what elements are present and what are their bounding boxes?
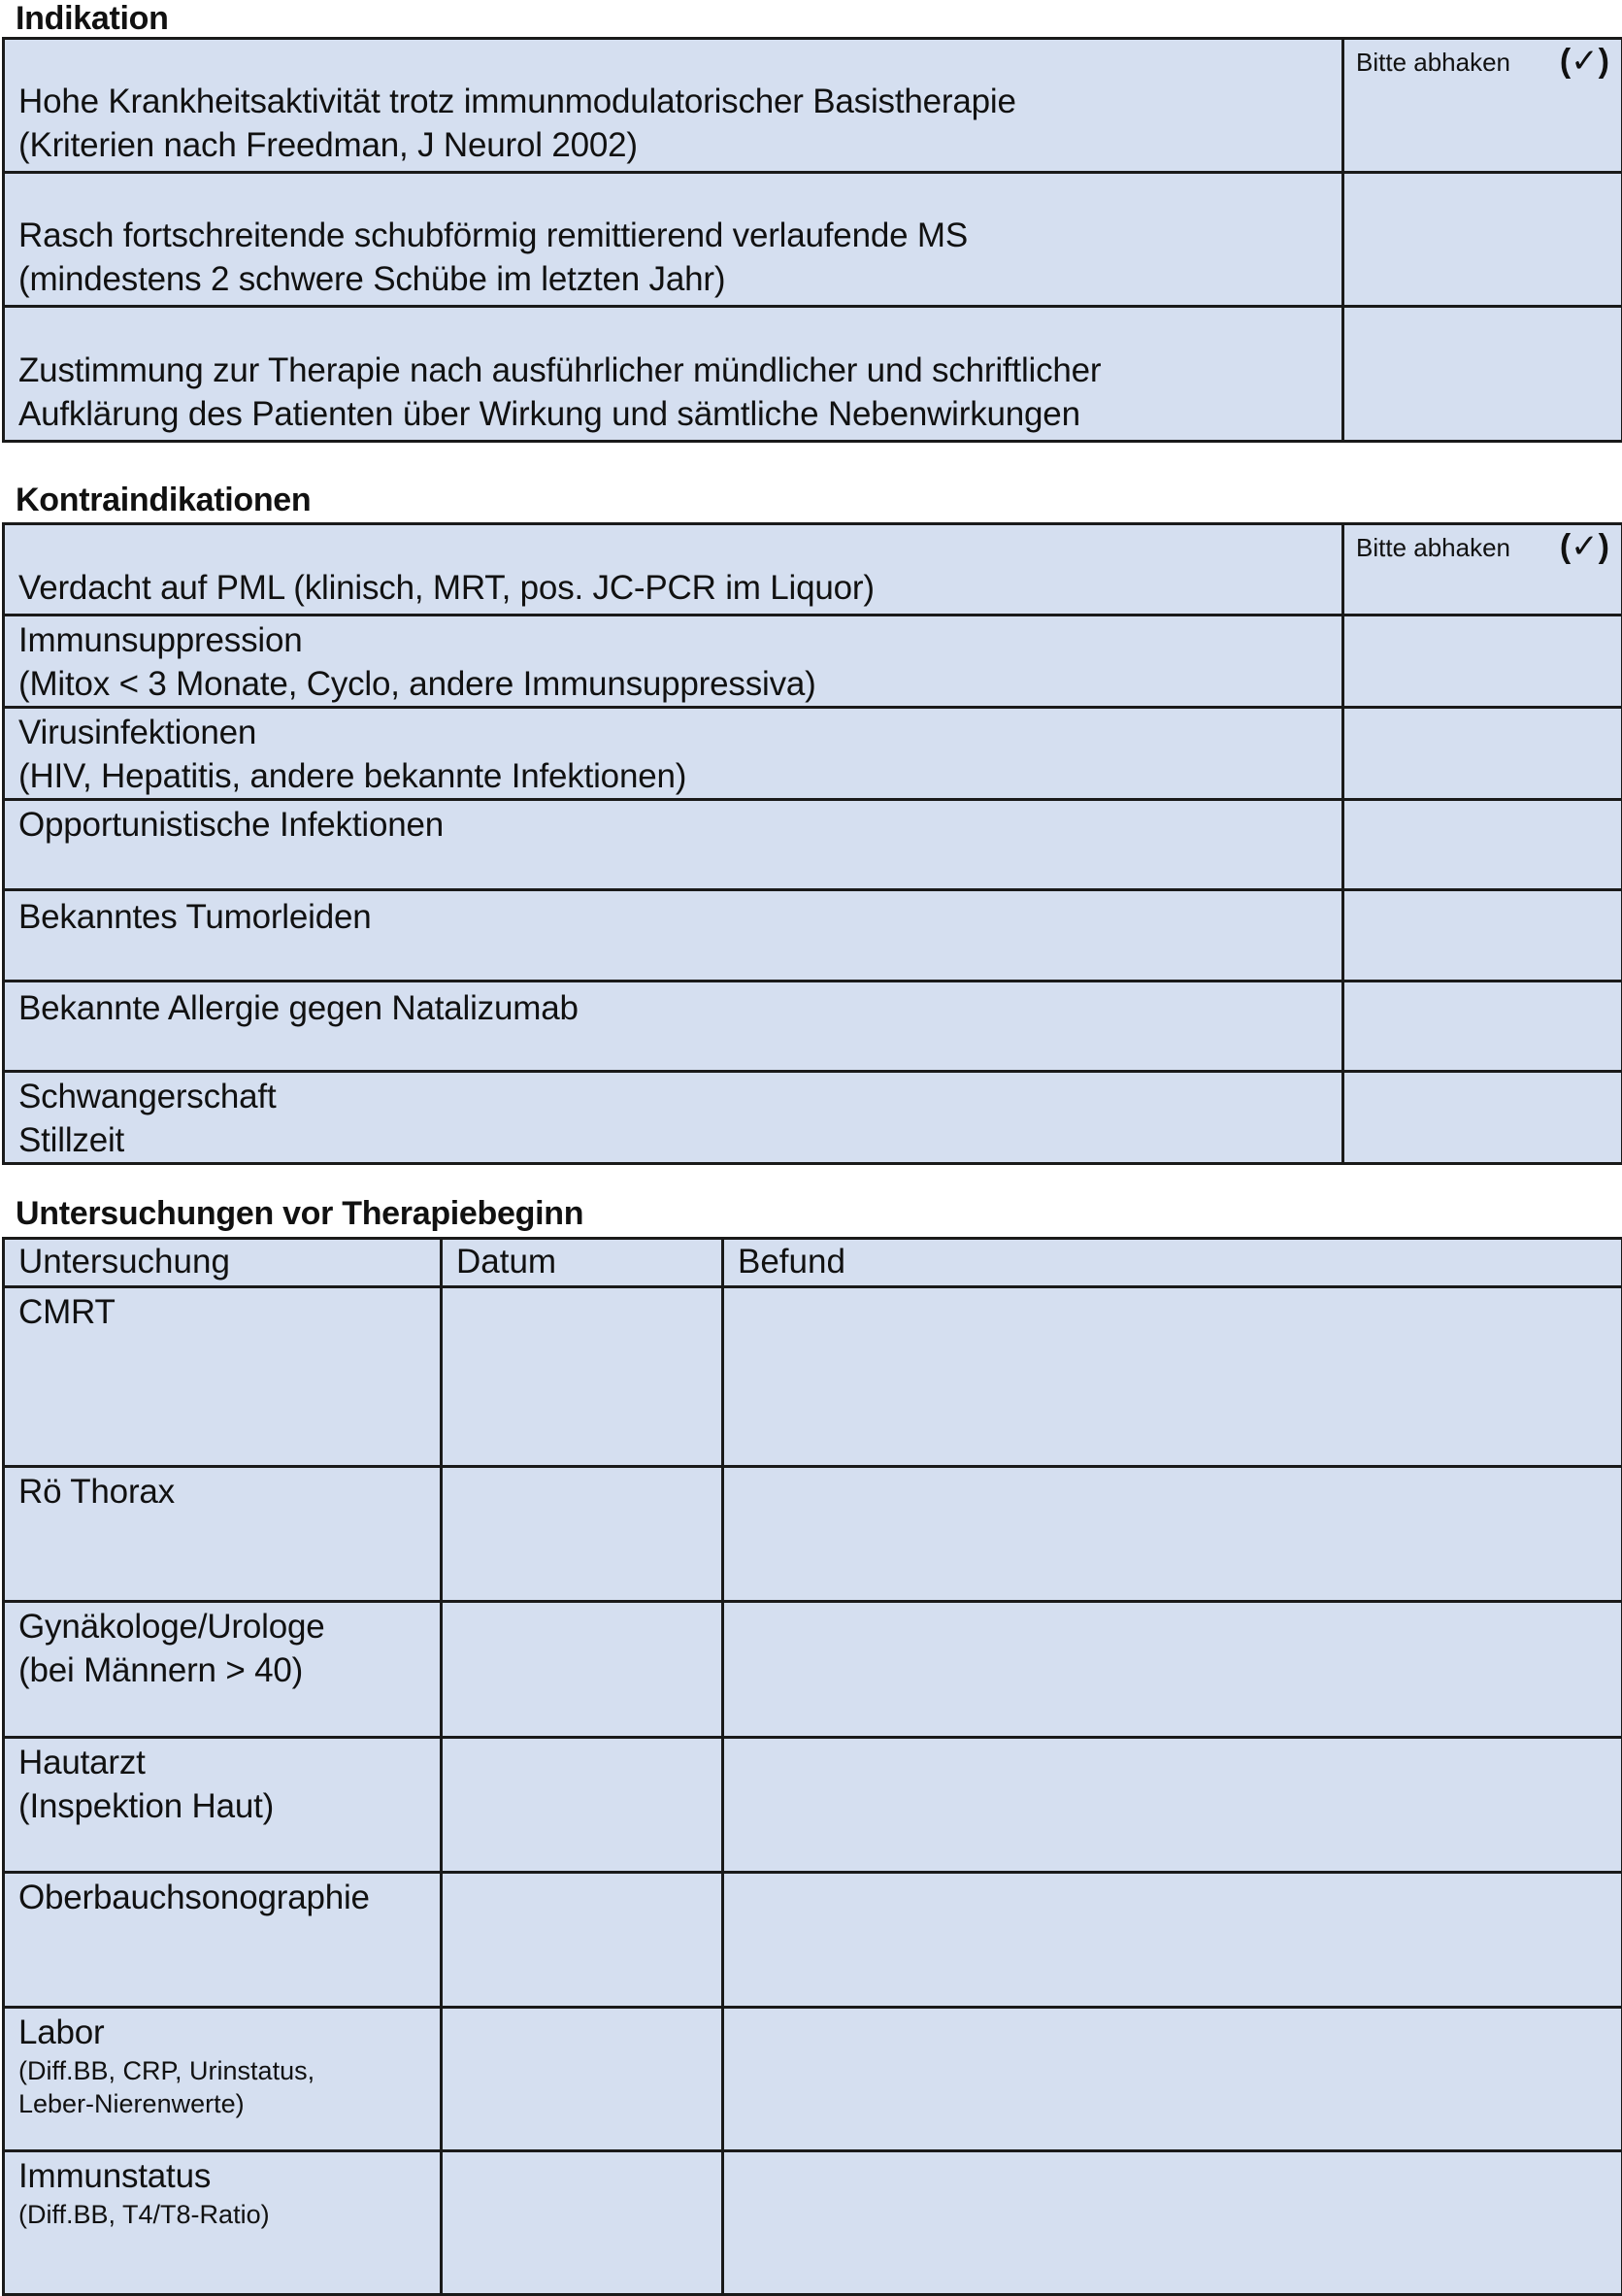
exam-row-6-small2: Leber-Nierenwerte) [18, 2087, 440, 2120]
table-header-row [4, 1239, 1622, 1287]
column-header-datum: Datum [442, 1239, 723, 1287]
checkmark-icon: (✓) [1560, 527, 1609, 566]
table-row [4, 173, 1622, 307]
exam-name-cell [4, 1287, 442, 1467]
table-row [4, 1602, 1622, 1738]
table-row [4, 982, 1622, 1072]
kontra-row-7-line1: Schwangerschaft [18, 1075, 1341, 1118]
indikation-table [2, 37, 1622, 443]
befund-cell-1[interactable] [723, 1287, 1622, 1467]
befund-cell-7[interactable] [723, 2151, 1622, 2295]
indikation-row-3-line2: Aufklärung des Patienten über Wirkung und sämtliche Nebenwirkungen [18, 392, 1341, 436]
kontra-text-cell [4, 890, 1343, 982]
exam-row-5-line1: Oberbauchsonographie [18, 1876, 440, 1919]
exam-name-cell [4, 2008, 442, 2151]
indikation-row-1-line2: (Kriterien nach Freedman, J Neurol 2002) [18, 123, 1341, 167]
table-row [4, 616, 1622, 708]
column-header-untersuchung: Untersuchung [4, 1239, 442, 1287]
kontra-text-cell [4, 616, 1343, 708]
table-row [4, 524, 1622, 616]
kontra-check-cell-6[interactable] [1343, 982, 1622, 1072]
table-row [4, 307, 1622, 442]
datum-cell-7[interactable] [442, 2151, 723, 2295]
kontra-row-1-line1: Verdacht auf PML (klinisch, MRT, pos. JC-PCR im Liquor) [18, 566, 1341, 610]
kontra-check-cell-2[interactable] [1343, 616, 1622, 708]
exam-row-1-line1: CMRT [18, 1290, 440, 1334]
table-row [4, 1287, 1622, 1467]
befund-cell-6[interactable] [723, 2008, 1622, 2151]
indikation-check-cell-3[interactable] [1343, 307, 1622, 442]
befund-cell-4[interactable] [723, 1738, 1622, 1873]
indikation-row-2-line2: (mindestens 2 schwere Schübe im letzten Jahr) [18, 257, 1341, 301]
exam-row-3-line1: Gynäkologe/Urologe [18, 1605, 440, 1648]
table-row [4, 708, 1622, 800]
kontra-text-cell [4, 982, 1343, 1072]
table-row [4, 1467, 1622, 1602]
column-header-befund: Befund [723, 1239, 1622, 1287]
exam-row-4-line2: (Inspektion Haut) [18, 1784, 440, 1828]
kontra-row-3-line2: (HIV, Hepatitis, andere bekannte Infektionen) [18, 754, 1341, 798]
kontra-check-cell-1[interactable] [1343, 524, 1622, 616]
exam-row-7-line1: Immunstatus [18, 2154, 440, 2198]
exam-row-2-line1: Rö Thorax [18, 1470, 440, 1514]
table-row [4, 1873, 1622, 2008]
kontra-row-6-line1: Bekannte Allergie gegen Natalizumab [18, 986, 1341, 1030]
check-header [1356, 48, 1609, 78]
check-label: Bitte abhaken [1356, 48, 1510, 77]
exam-name-cell [4, 1467, 442, 1602]
datum-cell-2[interactable] [442, 1467, 723, 1602]
exam-name-cell [4, 1873, 442, 2008]
section-heading-kontraindikationen: Kontraindikationen [16, 483, 311, 516]
indikation-check-cell-1[interactable] [1343, 39, 1622, 173]
indikation-text-cell [4, 39, 1343, 173]
kontra-row-4-line1: Opportunistische Infektionen [18, 803, 1341, 847]
section-heading-untersuchungen: Untersuchungen vor Therapiebeginn [16, 1197, 583, 1230]
kontra-row-2-line1: Immunsuppression [18, 618, 1341, 662]
kontra-text-cell [4, 800, 1343, 890]
datum-cell-5[interactable] [442, 1873, 723, 2008]
exam-row-6-line1: Labor [18, 2011, 440, 2054]
check-label: Bitte abhaken [1356, 533, 1510, 562]
exam-name-cell [4, 1602, 442, 1738]
table-row [4, 800, 1622, 890]
datum-cell-3[interactable] [442, 1602, 723, 1738]
kontra-text-cell [4, 1072, 1343, 1164]
exam-row-7-small1: (Diff.BB, T4/T8-Ratio) [18, 2198, 440, 2231]
table-row [4, 1738, 1622, 1873]
datum-cell-6[interactable] [442, 2008, 723, 2151]
table-row [4, 2151, 1622, 2295]
kontra-check-cell-5[interactable] [1343, 890, 1622, 982]
indikation-text-cell [4, 173, 1343, 307]
indikation-row-2-line1: Rasch fortschreitende schubförmig remittierend verlaufende MS [18, 214, 1341, 257]
table-row [4, 890, 1622, 982]
untersuchungen-table [2, 1237, 1622, 2296]
check-header [1356, 533, 1609, 563]
kontra-check-cell-4[interactable] [1343, 800, 1622, 890]
kontra-row-2-line2: (Mitox < 3 Monate, Cyclo, andere Immunsuppressiva) [18, 662, 1341, 706]
kontra-row-3-line1: Virusinfektionen [18, 711, 1341, 754]
kontraindikationen-table [2, 522, 1622, 1165]
kontra-check-cell-3[interactable] [1343, 708, 1622, 800]
exam-row-6-small1: (Diff.BB, CRP, Urinstatus, [18, 2054, 440, 2087]
indikation-row-3-line1: Zustimmung zur Therapie nach ausführlicher mündlicher und schriftlicher [18, 349, 1341, 392]
indikation-text-cell [4, 307, 1343, 442]
indikation-row-1-line1: Hohe Krankheitsaktivität trotz immunmodulatorischer Basistherapie [18, 80, 1341, 123]
kontra-row-7-line2: Stillzeit [18, 1118, 1341, 1162]
table-row [4, 1072, 1622, 1164]
kontra-row-5-line1: Bekanntes Tumorleiden [18, 895, 1341, 939]
exam-name-cell [4, 1738, 442, 1873]
kontra-check-cell-7[interactable] [1343, 1072, 1622, 1164]
kontra-text-cell [4, 524, 1343, 616]
befund-cell-2[interactable] [723, 1467, 1622, 1602]
table-row [4, 2008, 1622, 2151]
datum-cell-1[interactable] [442, 1287, 723, 1467]
exam-row-4-line1: Hautarzt [18, 1741, 440, 1784]
befund-cell-5[interactable] [723, 1873, 1622, 2008]
section-heading-indikation: Indikation [16, 2, 169, 35]
kontra-text-cell [4, 708, 1343, 800]
exam-name-cell [4, 2151, 442, 2295]
table-row [4, 39, 1622, 173]
exam-row-3-line2: (bei Männern > 40) [18, 1648, 440, 1692]
befund-cell-3[interactable] [723, 1602, 1622, 1738]
datum-cell-4[interactable] [442, 1738, 723, 1873]
indikation-check-cell-2[interactable] [1343, 173, 1622, 307]
checkmark-icon: (✓) [1560, 42, 1609, 81]
